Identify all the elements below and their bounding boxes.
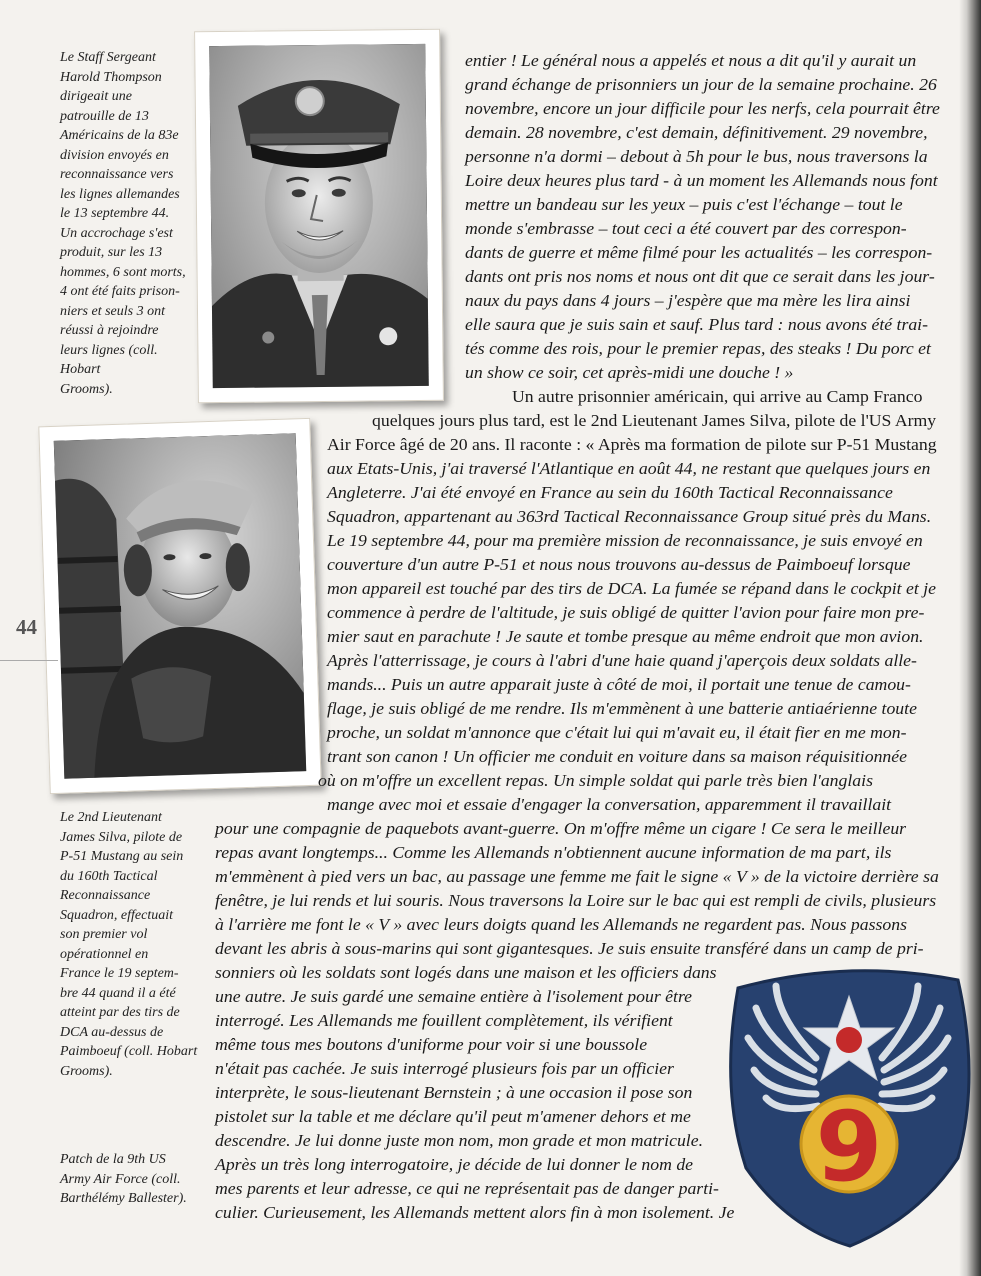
caption-line: réussi à rejoindre (60, 323, 159, 338)
caption-line: DCA au-dessus de (60, 1024, 164, 1040)
patch-numeral: 9 (815, 1091, 883, 1203)
body-line: grand échange de prisonniers un jour de la semaine prochaine. 26 (465, 75, 937, 94)
caption-line: division envoyés en (60, 147, 169, 163)
body-line: proche, un soldat m'annonce que c'était lui qui m'avait eu, il était fier en me mon- (327, 723, 907, 742)
body-line: repas avant longtemps... Comme les Allemands n'obtiennent aucune information de ma part, ils (215, 843, 892, 862)
body-line: où on m'offre un excellent repas. Un simple soldat qui parle très bien l'anglais (318, 771, 873, 790)
body-line: entier ! Le général nous a appelés et nous a dit qu'il y aurait un (465, 51, 917, 70)
body-line: m'emmènent à pied vers un bac, au passage une femme me fait le signe « V » de la victoire derrière sa (215, 867, 939, 886)
caption-line: hommes, 6 sont morts, (60, 264, 186, 280)
caption-line: Reconnaissance (60, 888, 151, 903)
caption-line: Army Air Force (coll. (60, 1171, 181, 1187)
body-line: naux du pays dans 4 jours – j'espère que ma mère les lira ainsi (465, 291, 911, 310)
body-line: commence à perdre de l'altitude, je suis obligé de quitter l'avion pour faire mon pre- (327, 603, 925, 622)
body-line: tés comme des rois, pour le premier repas, des steaks ! Du porc et (465, 339, 931, 358)
body-line: fenêtre, je lui rends et lui souris. Nous traversons la Loire sur le bac qui est rempli de civils, plusieurs (215, 891, 937, 910)
body-line: mes parents et leur adresse, ce qui ne représentait pas de danger parti- (215, 1179, 719, 1198)
caption-line: produit, sur les 13 (60, 245, 163, 260)
body-line: même tous mes boutons d'uniforme pour voir si une boussole (215, 1035, 648, 1054)
body-line: quelques jours plus tard, est le 2nd Lieutenant James Silva, pilote de l'US Army (372, 411, 937, 430)
caption-line: Squadron, effectuait (60, 907, 174, 923)
caption-line: atteint par des tirs de (60, 1005, 180, 1020)
caption-line: leurs lignes (coll. Hobart (60, 342, 158, 377)
body-line: une autre. Je suis gardé une semaine entière à l'isolement pour être (215, 987, 693, 1006)
photo-thompson-frame (194, 29, 444, 404)
caption-line: Grooms). (60, 1063, 113, 1079)
ninth-air-force-patch (718, 958, 978, 1248)
caption-line: les lignes allemandes (60, 186, 180, 202)
page-number: 44 (16, 615, 37, 639)
caption-thompson (60, 48, 200, 399)
body-line: mon appareil est touché par des tirs de DCA. La fumée se répand dans le cockpit et je (327, 579, 936, 598)
portrait-soldier-cap (209, 44, 429, 388)
caption-line: niers et seuls 3 ont (60, 303, 165, 319)
body-line: aux Etats-Unis, j'ai traversé l'Atlantique en août 44, ne restant que quelques jours en (327, 459, 931, 478)
caption-line: Harold Thompson (60, 69, 162, 85)
body-line: Après un très long interrogatoire, je décide de lui donner le nom de (215, 1155, 694, 1174)
body-line: trant son canon ! Un officier me conduit en voiture dans sa maison réquisitionnée (327, 747, 908, 766)
body-line: personne n'a dormi – debout à 5h pour le bus, nous traversons la (465, 147, 928, 166)
body-line: Squadron, appartenant au 363rd Tactical Reconnaissance Group situé près du Mans. (327, 507, 932, 526)
body-line: Loire deux heures plus tard - à un moment les Allemands nous font (465, 171, 938, 190)
body-line: interprète, le sous-lieutenant Bernstein ; à une occasion il pose son (215, 1083, 693, 1102)
body-line: Angleterre. J'ai été envoyé en France au sein du 160th Tactical Reconnaissance (327, 483, 893, 502)
body-line: n'était pas cachée. Je suis interrogé plusieurs fois par un officier (215, 1059, 674, 1078)
caption-line: James Silva, pilote de (60, 829, 183, 845)
caption-line: Le 2nd Lieutenant (60, 810, 162, 825)
caption-line: reconnaissance vers (60, 167, 174, 182)
caption-line: Américains de la 83e (60, 128, 179, 143)
body-line: couverture d'un autre P-51 et nous nous trouvons au-dessus de Paimboeuf lorsque (327, 555, 911, 574)
caption-line: 4 ont été faits prison- (60, 284, 180, 299)
body-line: un show ce soir, cet après-midi une douche ! » (465, 363, 794, 382)
caption-line: Barthélémy Ballester). (60, 1191, 187, 1206)
portrait-pilot-cockpit (54, 433, 306, 778)
body-line: pistolet sur la table et me déclare qu'il peut m'amener dehors et me (215, 1107, 691, 1126)
body-line: mettre un bandeau sur les yeux – puis c'est l'échange – tout le (465, 195, 903, 214)
caption-line: Grooms). (60, 381, 113, 397)
body-line: devant les abris à sous-marins qui sont gigantesques. Je suis ensuite transféré dans un camp de pri- (215, 939, 924, 958)
body-line: Après l'atterrissage, je cours à l'abri d'une haie quand j'aperçois deux soldats alle- (327, 651, 917, 670)
body-line: descendre. Je lui donne juste mon nom, mon grade et mon matricule. (215, 1131, 704, 1150)
page-number-rule (0, 660, 58, 661)
body-line: Air Force âgé de 20 ans. Il raconte : « Après ma formation de pilote sur P-51 Mustang (327, 435, 937, 454)
caption-line: son premier vol (60, 927, 148, 942)
caption-line: dirigeait une (60, 89, 132, 104)
body-line: monde s'embrasse – tout ceci a été couvert par des correspon- (465, 219, 907, 238)
body-line: à l'arrière me font le « V » avec leurs doigts quand les Allemands ne regardent pas. Nous passons (215, 915, 907, 934)
caption-line: Patch de la 9th US (60, 1152, 166, 1167)
photo-silva-frame (38, 418, 321, 794)
caption-patch (60, 1150, 210, 1209)
caption-line: bre 44 quand il a été (60, 985, 176, 1001)
patch-emblem-icon (718, 958, 978, 1248)
caption-line: opérationnel en (60, 946, 149, 962)
body-line: demain. 28 novembre, c'est demain, définitivement. 29 novembre, (465, 123, 928, 142)
caption-line: P-51 Mustang au sein (60, 849, 184, 864)
body-line: mange avec moi et essaie d'engager la conversation, apparemment il travaillait (327, 795, 892, 814)
body-line: flage, je suis obligé de me rendre. Ils m'emmènent à une batterie antiaérienne toute (327, 699, 917, 718)
photo-thompson (209, 44, 429, 388)
body-line: sonniers où les soldats sont logés dans une maison et les officiers dans (215, 963, 717, 982)
photo-silva (54, 433, 306, 778)
caption-line: Paimboeuf (coll. Hobart (60, 1044, 198, 1059)
caption-line: France le 19 septem- (60, 966, 179, 981)
body-line: culier. Curieusement, les Allemands mettent alors fin à mon isolement. Je (215, 1203, 735, 1222)
caption-line: du 160th Tactical (60, 868, 158, 884)
body-line: mands... Puis un autre apparait juste à côté de moi, il portait une tenue de camou- (327, 675, 911, 694)
body-line: elle saura que je suis sain et sauf. Plus tard : nous avons été trai- (465, 315, 928, 334)
body-line: dants ont pris nos noms et nous ont dit que ce serait dans les jour- (465, 267, 935, 286)
body-line: Un autre prisonnier américain, qui arrive au Camp Franco (512, 387, 923, 406)
body-line: pour une compagnie de paquebots avant-guerre. On m'offre même un cigare ! Ce sera le meilleur (215, 819, 907, 838)
body-line: novembre, encore un jour difficile pour les nerfs, cela pourrait être (465, 99, 940, 118)
body-line: Le 19 septembre 44, pour ma première mission de reconnaissance, je suis envoyé en (327, 531, 923, 550)
body-line: mier saut en parachute ! Je saute et tombe presque au même endroit que mon avion. (327, 627, 924, 646)
caption-line: patrouille de 13 (60, 108, 149, 124)
body-line: interrogé. Les Allemands me fouillent complètement, ils vérifient (215, 1011, 673, 1030)
caption-line: le 13 septembre 44. (60, 206, 170, 221)
caption-line: Un accrochage s'est (60, 225, 173, 241)
body-line: dants de guerre et même filmé pour les actualités – les correspon- (465, 243, 933, 262)
caption-line: Le Staff Sergeant (60, 50, 156, 65)
caption-silva (60, 808, 200, 1081)
